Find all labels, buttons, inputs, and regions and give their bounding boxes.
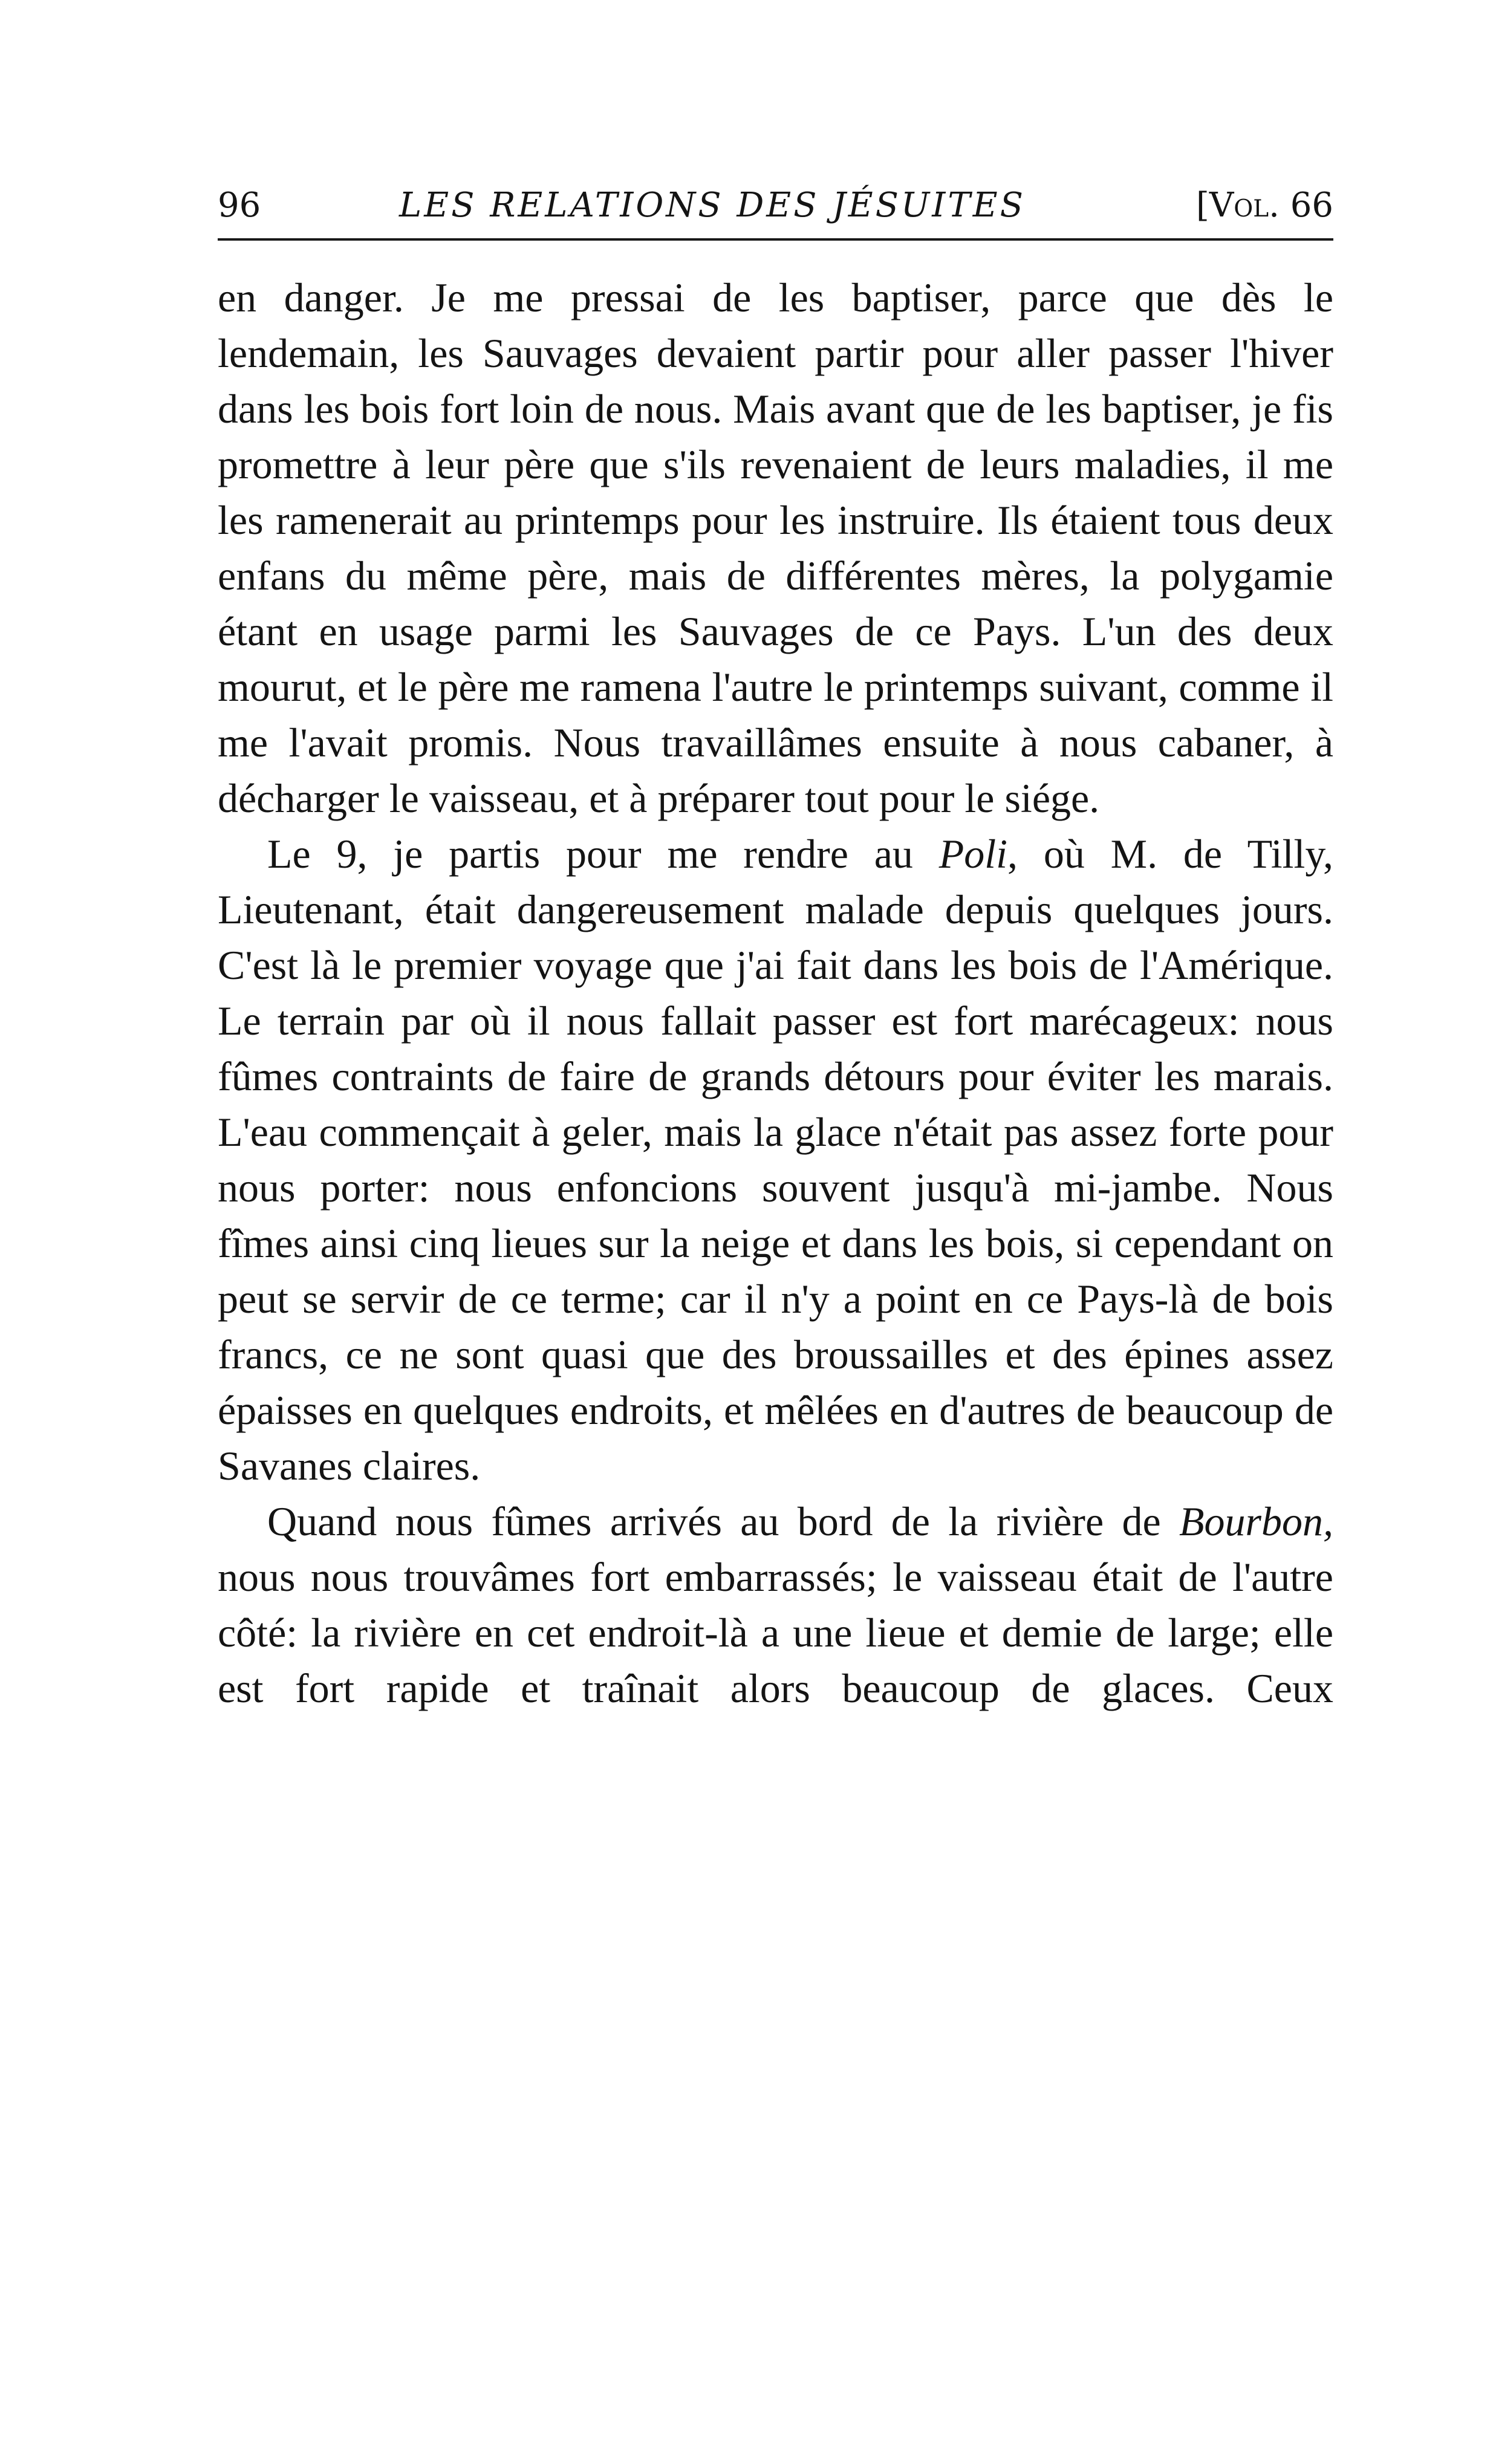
paragraph-1-text: en danger. Je me pressai de les baptiser, parce que dès le lendemain, les Sauvages devaient partir pour aller passer l'hiver dans les bois fort loin de nous. Mais avant que de les baptiser, je fis promettre à leur père que s'ils revenaient de leurs maladies, il me les ramenerait au printemps pour les instruire. Ils étaient tous deux enfans du même père, mais de différentes mères, la polygamie étant en usage parmi les Sauvages de ce Pays. L'un des deux mourut, et le père me ramena l'autre le printemps suivant, comme il me l'avait promis. Nous travaillâmes ensuite à nous cabaner, à décharger le vaisseau, et à préparer tout pour le siége. [218,275,1333,821]
header-rule [218,238,1333,241]
page-number: 96 [218,186,261,225]
running-title: LES RELATIONS DES JÉSUITES [399,186,1026,225]
paragraph-2-text-a: Le 9, je partis pour me rendre au [267,831,939,877]
body-text [218,270,1333,1716]
running-head [218,181,1333,230]
paragraph-3 [218,1494,1333,1716]
paragraph-1 [218,270,1333,826]
paragraph-3-text-b: nous nous trouvâmes fort embarrassés; le vaisseau était de l'autre côté: la rivière en cet endroit-là a une lieue et demie de large; elle est fort rapide et traînait alors beaucoup de glaces. Ceux [218,1554,1333,1711]
paragraph-3-text-a: Quand nous fûmes arrivés au bord de la rivière de [267,1498,1179,1544]
place-name-bourbon: Bourbon, [1179,1498,1333,1544]
volume-label: [Vol. 66 [1195,186,1333,225]
book-page [218,181,1333,1716]
place-name-poli: Poli [938,831,1008,877]
paragraph-2-text-b: , où M. de Tilly, Lieutenant, était dangereusement malade depuis quelques jours. C'est là le premier voyage que j'ai fait dans les bois de l'Amérique. Le terrain par où il nous fallait passer est fort marécageux: nous fûmes contraints de faire de grands détours pour éviter les marais. L'eau commençait à geler, mais la glace n'était pas assez forte pour nous porter: nous enfoncions souvent jusqu'à mi-jambe. Nous fîmes ainsi cinq lieues sur la neige et dans les bois, si cependant on peut se servir de ce terme; car il n'y a point en ce Pays-là de bois francs, ce ne sont quasi que des broussailles et des épines assez épaisses en quelques endroits, et mêlées en d'autres de beaucoup de Savanes claires. [218,831,1333,1489]
paragraph-2 [218,826,1333,1494]
